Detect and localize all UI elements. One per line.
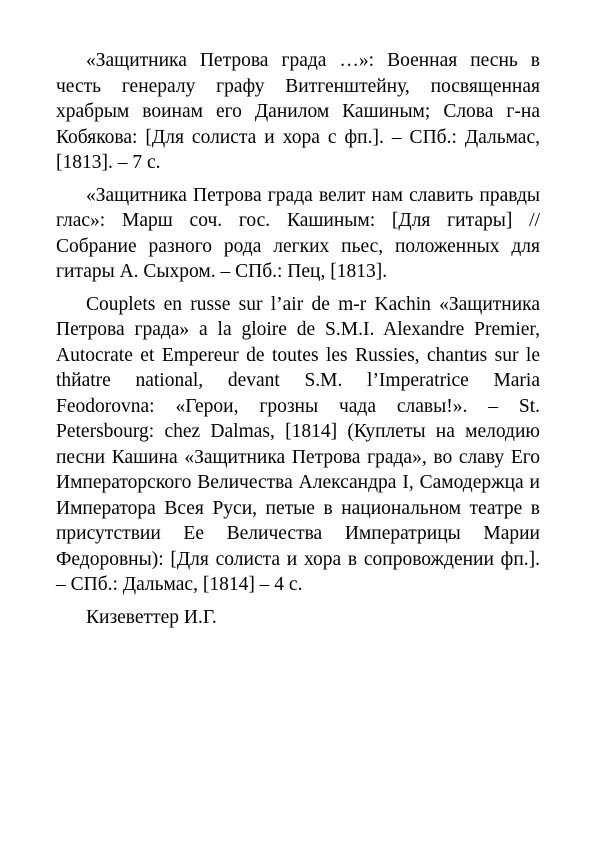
document-page bbox=[56, 48, 540, 630]
bibliography-entry-1: «Защитника Петрова града …»: Военная песнь в честь генералу графу Витгенштейну, посвященная храбрым воинам его Данилом Кашиным; Слова г-на Кобякова: [Для солиста и хора с фп.]. – СПб.: Дальмас, [1813]. – 7 с. bbox=[56, 50, 540, 173]
bibliography-entry-3: Couplets en russe sur l’air de m-r Kachin «Защитника Петрова града» a la gloire de S.M.I. Alexandre Premier, Autocrate et Empereur de toutes les Russies, chantиs sur le thйatre national, devant S.M. l’Imperatrice Maria Feodorovna: «Герои, грозны чада славы!». – St. Petersbourg: chez Dalmas, [1814] (Куплеты на мелодию песни Кашина «Защитника Петрова града», во славу Его Императорского Величества Александра I, Самодержца и Императора Всея Руси, петые в национальном театре в присутствии Ее Величества Императрицы Марии Федоровны): [Для солиста и хора в сопровождении фп.]. – СПб.: Дальмас, [1814] – 4 с. bbox=[56, 293, 540, 595]
bibliography-entry-2: «Защитника Петрова града велит нам славить правды глас»: Марш соч. гос. Кашиным: [Для гитары] // Собрание разного рода легких пьес, положенных для гитары А. Сыхром. – СПб.: Пец, [1813]. bbox=[56, 184, 540, 282]
author-heading: Кизеветтер И.Г. bbox=[86, 606, 217, 628]
